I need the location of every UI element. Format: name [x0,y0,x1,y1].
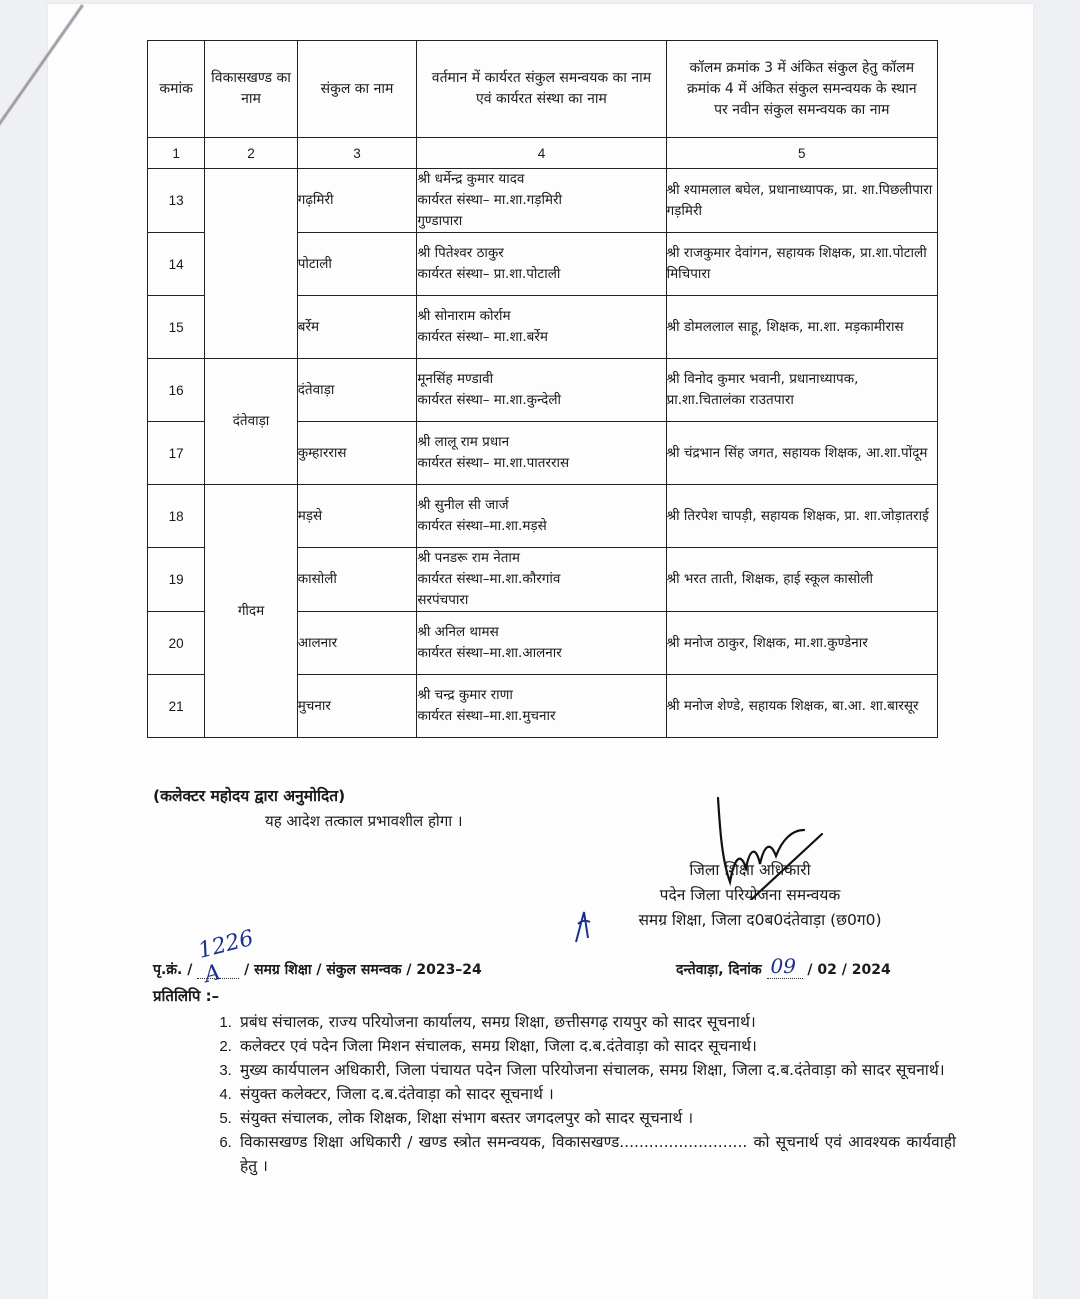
handwritten-date-day: 09 [770,954,796,978]
current-coordinator-cell [417,675,666,738]
copy-to-item: 4. संयुक्त कलेक्टर, जिला द.ब.दंतेवाड़ा को सादर सूचनार्थ । [236,1082,956,1106]
serial-number-cell: 13 [148,169,205,233]
cluster-name-cell: कासोली [297,548,417,612]
cluster-name-cell: कुम्हाररास [297,422,417,485]
memo-reference [153,925,482,989]
header-current-coordinator: वर्तमान में कार्यरत संकुल समन्वयक का नाम एवं कार्यरत संस्था का नाम [417,41,666,138]
memo-number-blank [195,925,257,989]
new-coordinator-text: श्री तिरपेश चापड़ी, सहायक शिक्षक, प्रा. शा.जोड़ातराई [666,507,929,524]
collector-approval-note: (कलेक्टर महोदय द्वारा अनुमोदित) [153,787,346,805]
new-coordinator-text: श्री श्यामलाल बघेल, प्रधानाध्यापक, प्रा. शा.पिछलीपारा गड़मिरी [666,181,933,219]
column-number: 1 [148,138,205,169]
cluster-name-cell: आलनार [297,612,417,675]
table-header-row [148,41,938,138]
serial-number-cell: 18 [148,485,205,548]
current-coordinator-cell [417,612,666,675]
cluster-name-cell: मड़से [297,485,417,548]
new-coordinator-text: श्री मनोज शेण्डे, सहायक शिक्षक, बा.आ. शा.बारसूर [666,697,919,714]
current-coordinator-line: श्री धर्मेन्द्र कुमार यादव [417,171,525,187]
cluster-coordinator-table [147,40,938,738]
new-coordinator-cell [666,169,937,233]
cluster-name-cell: पोटाली [297,233,417,296]
current-coordinator-line: कार्यरत संस्था– प्रा.शा.पोटाली [417,266,561,282]
copy-to-item: 2. कलेक्टर एवं पदेन जिला मिशन संचालक, समग्र शिक्षा, जिला द.ब.दंतेवाड़ा को सादर सूचनार्थ। [236,1034,956,1058]
serial-number-cell: 14 [148,233,205,296]
current-coordinator-cell [417,233,666,296]
current-coordinator-cell [417,296,666,359]
cluster-name-cell: मुचनार [297,675,417,738]
current-coordinator-line: कार्यरत संस्था– मा.शा.बर्रेम [417,329,548,345]
handwritten-memo-number: 1226 A [195,925,257,989]
column-number: 3 [297,138,417,169]
table-row [148,485,938,548]
current-coordinator-line: सरपंचपारा [417,592,469,608]
serial-number-cell: 20 [148,612,205,675]
serial-number-cell: 17 [148,422,205,485]
block-name-cell: गीदम [205,485,297,738]
copy-to-item: 6. विकासखण्ड शिक्षा अधिकारी / खण्ड स्त्रोत समन्वयक, विकासखण्ड.......................... को सूचनार्थ एवं आवश्यक कार्यवाही हेतु । [236,1130,956,1178]
current-coordinator-line: श्री सोनाराम कोर्राम [417,308,511,324]
date-suffix: / 02 / 2024 [807,962,891,978]
current-coordinator-line: कार्यरत संस्था– मा.शा.गड़मिरी [417,192,563,208]
signatory-office: समग्र शिक्षा, जिला द0ब0दंतेवाड़ा (छ0ग0) [638,911,882,929]
current-coordinator-line: श्री अनिल थामस [417,624,499,640]
handwritten-tick-mark [572,908,592,944]
current-coordinator-line: कार्यरत संस्था–मा.शा.कौरगांव [417,571,561,587]
current-coordinator-line: श्री चन्द्र कुमार राणा [417,687,513,703]
current-coordinator-line: कार्यरत संस्था– मा.शा.कुन्देली [417,392,561,408]
date-prefix: दन्तेवाड़ा, दिनांक [676,962,762,978]
new-coordinator-text: श्री मनोज ठाकुर, शिक्षक, मा.शा.कुण्डेनार [666,634,868,651]
copy-to-list [210,1010,956,1178]
column-number-row [148,138,938,169]
current-coordinator-line: कार्यरत संस्था– मा.शा.पातररास [417,455,570,471]
date-day-blank [767,954,803,979]
new-coordinator-cell [666,485,937,548]
new-coordinator-cell [666,359,937,422]
signatory-designation: जिला शिक्षा अधिकारी [689,861,811,879]
block-name-cell [205,169,297,359]
current-coordinator-line: श्री पितेश्वर ठाकुर [417,245,504,261]
table-row [148,169,938,233]
current-coordinator-line: श्री सुनील सी जार्ज [417,497,509,513]
header-serial-no: कमांक [148,41,205,138]
column-number: 4 [417,138,666,169]
new-coordinator-cell [666,233,937,296]
current-coordinator-line: कार्यरत संस्था–मा.शा.मुचनार [417,708,556,724]
cluster-name-cell: दंतेवाड़ा [297,359,417,422]
current-coordinator-cell [417,169,666,233]
new-coordinator-cell [666,548,937,612]
new-coordinator-text: श्री राजकुमार देवांगन, सहायक शिक्षक, प्रा.शा.पोटाली मिचिपारा [666,245,927,282]
table-row [148,359,938,422]
new-coordinator-text: श्री चंद्रभान सिंह जगत, सहायक शिक्षक, आ.शा.पोंदूम [666,444,928,461]
current-coordinator-line: कार्यरत संस्था–मा.शा.आलनार [417,645,562,661]
new-coordinator-text: श्री भरत ताती, शिक्षक, हाई स्कूल कासोली [666,571,873,587]
column-number: 5 [666,138,937,169]
column-number: 2 [205,138,297,169]
cluster-name-cell: गढ़मिरी [297,169,417,233]
serial-number-cell: 16 [148,359,205,422]
serial-number-cell: 21 [148,675,205,738]
signatory-ex-officio: पदेन जिला परियोजना समन्वयक [659,886,841,904]
new-coordinator-cell [666,675,937,738]
new-coordinator-cell [666,612,937,675]
current-coordinator-cell [417,548,666,612]
current-coordinator-line: मूनसिंह मण्डावी [417,371,494,387]
copy-to-title: प्रतिलिपि :– [153,987,220,1005]
new-coordinator-cell [666,422,937,485]
memo-prefix: पृ.क्रं. / [153,962,193,978]
current-coordinator-cell [417,359,666,422]
current-coordinator-line: श्री लालू राम प्रधान [417,434,510,450]
serial-number-cell: 19 [148,548,205,612]
order-date [676,954,891,979]
block-name-cell: दंतेवाड़ा [205,359,297,485]
cluster-name-cell: बर्रेम [297,296,417,359]
header-cluster-name: संकुल का नाम [297,41,417,138]
new-coordinator-text: श्री डोमललाल साहू, शिक्षक, मा.शा. मड़कामीरास [666,318,904,335]
current-coordinator-cell [417,422,666,485]
current-coordinator-cell [417,485,666,548]
signatory-block [560,858,940,933]
copy-to-item: 1. प्रबंध संचालक, राज्य परियोजना कार्यालय, समग्र शिक्षा, छत्तीसगढ़ रायपुर को सादर सूचनार्थ। [236,1010,956,1034]
serial-number-cell: 15 [148,296,205,359]
new-coordinator-text: श्री विनोद कुमार भवानी, प्रधानाध्यापक, प्रा.शा.चितालंका राउतपारा [666,371,859,408]
copy-to-item: 3. मुख्य कार्यपालन अधिकारी, जिला पंचायत पदेन जिला परियोजना संचालक, समग्र शिक्षा, जिला द.ब.दंतेवाड़ा को सादर सूचनार्थ। [236,1058,956,1082]
header-block-name: विकासखण्ड का नाम [205,41,297,138]
header-new-coordinator: कॉलम क्रमांक 3 में अंकित संकुल हेतु कॉलम क्रमांक 4 में अंकित संकुल समन्वयक के स्थान पर नवीन संकुल समन्वयक का नाम [666,41,937,138]
current-coordinator-line: गुण्डापारा [417,213,463,229]
new-coordinator-cell [666,296,937,359]
current-coordinator-line: कार्यरत संस्था–मा.शा.मड़से [417,518,547,534]
table-body [148,169,938,738]
memo-suffix: / समग्र शिक्षा / संकुल समन्वक / 2023–24 [244,962,482,978]
current-coordinator-line: श्री पनडरू राम नेताम [417,550,520,566]
copy-to-item: 5. संयुक्त संचालक, लोक शिक्षक, शिक्षा संभाग बस्तर जगदलपुर को सादर सूचनार्थ । [236,1106,956,1130]
order-effective-note: यह आदेश तत्काल प्रभावशील होगा । [265,812,463,830]
